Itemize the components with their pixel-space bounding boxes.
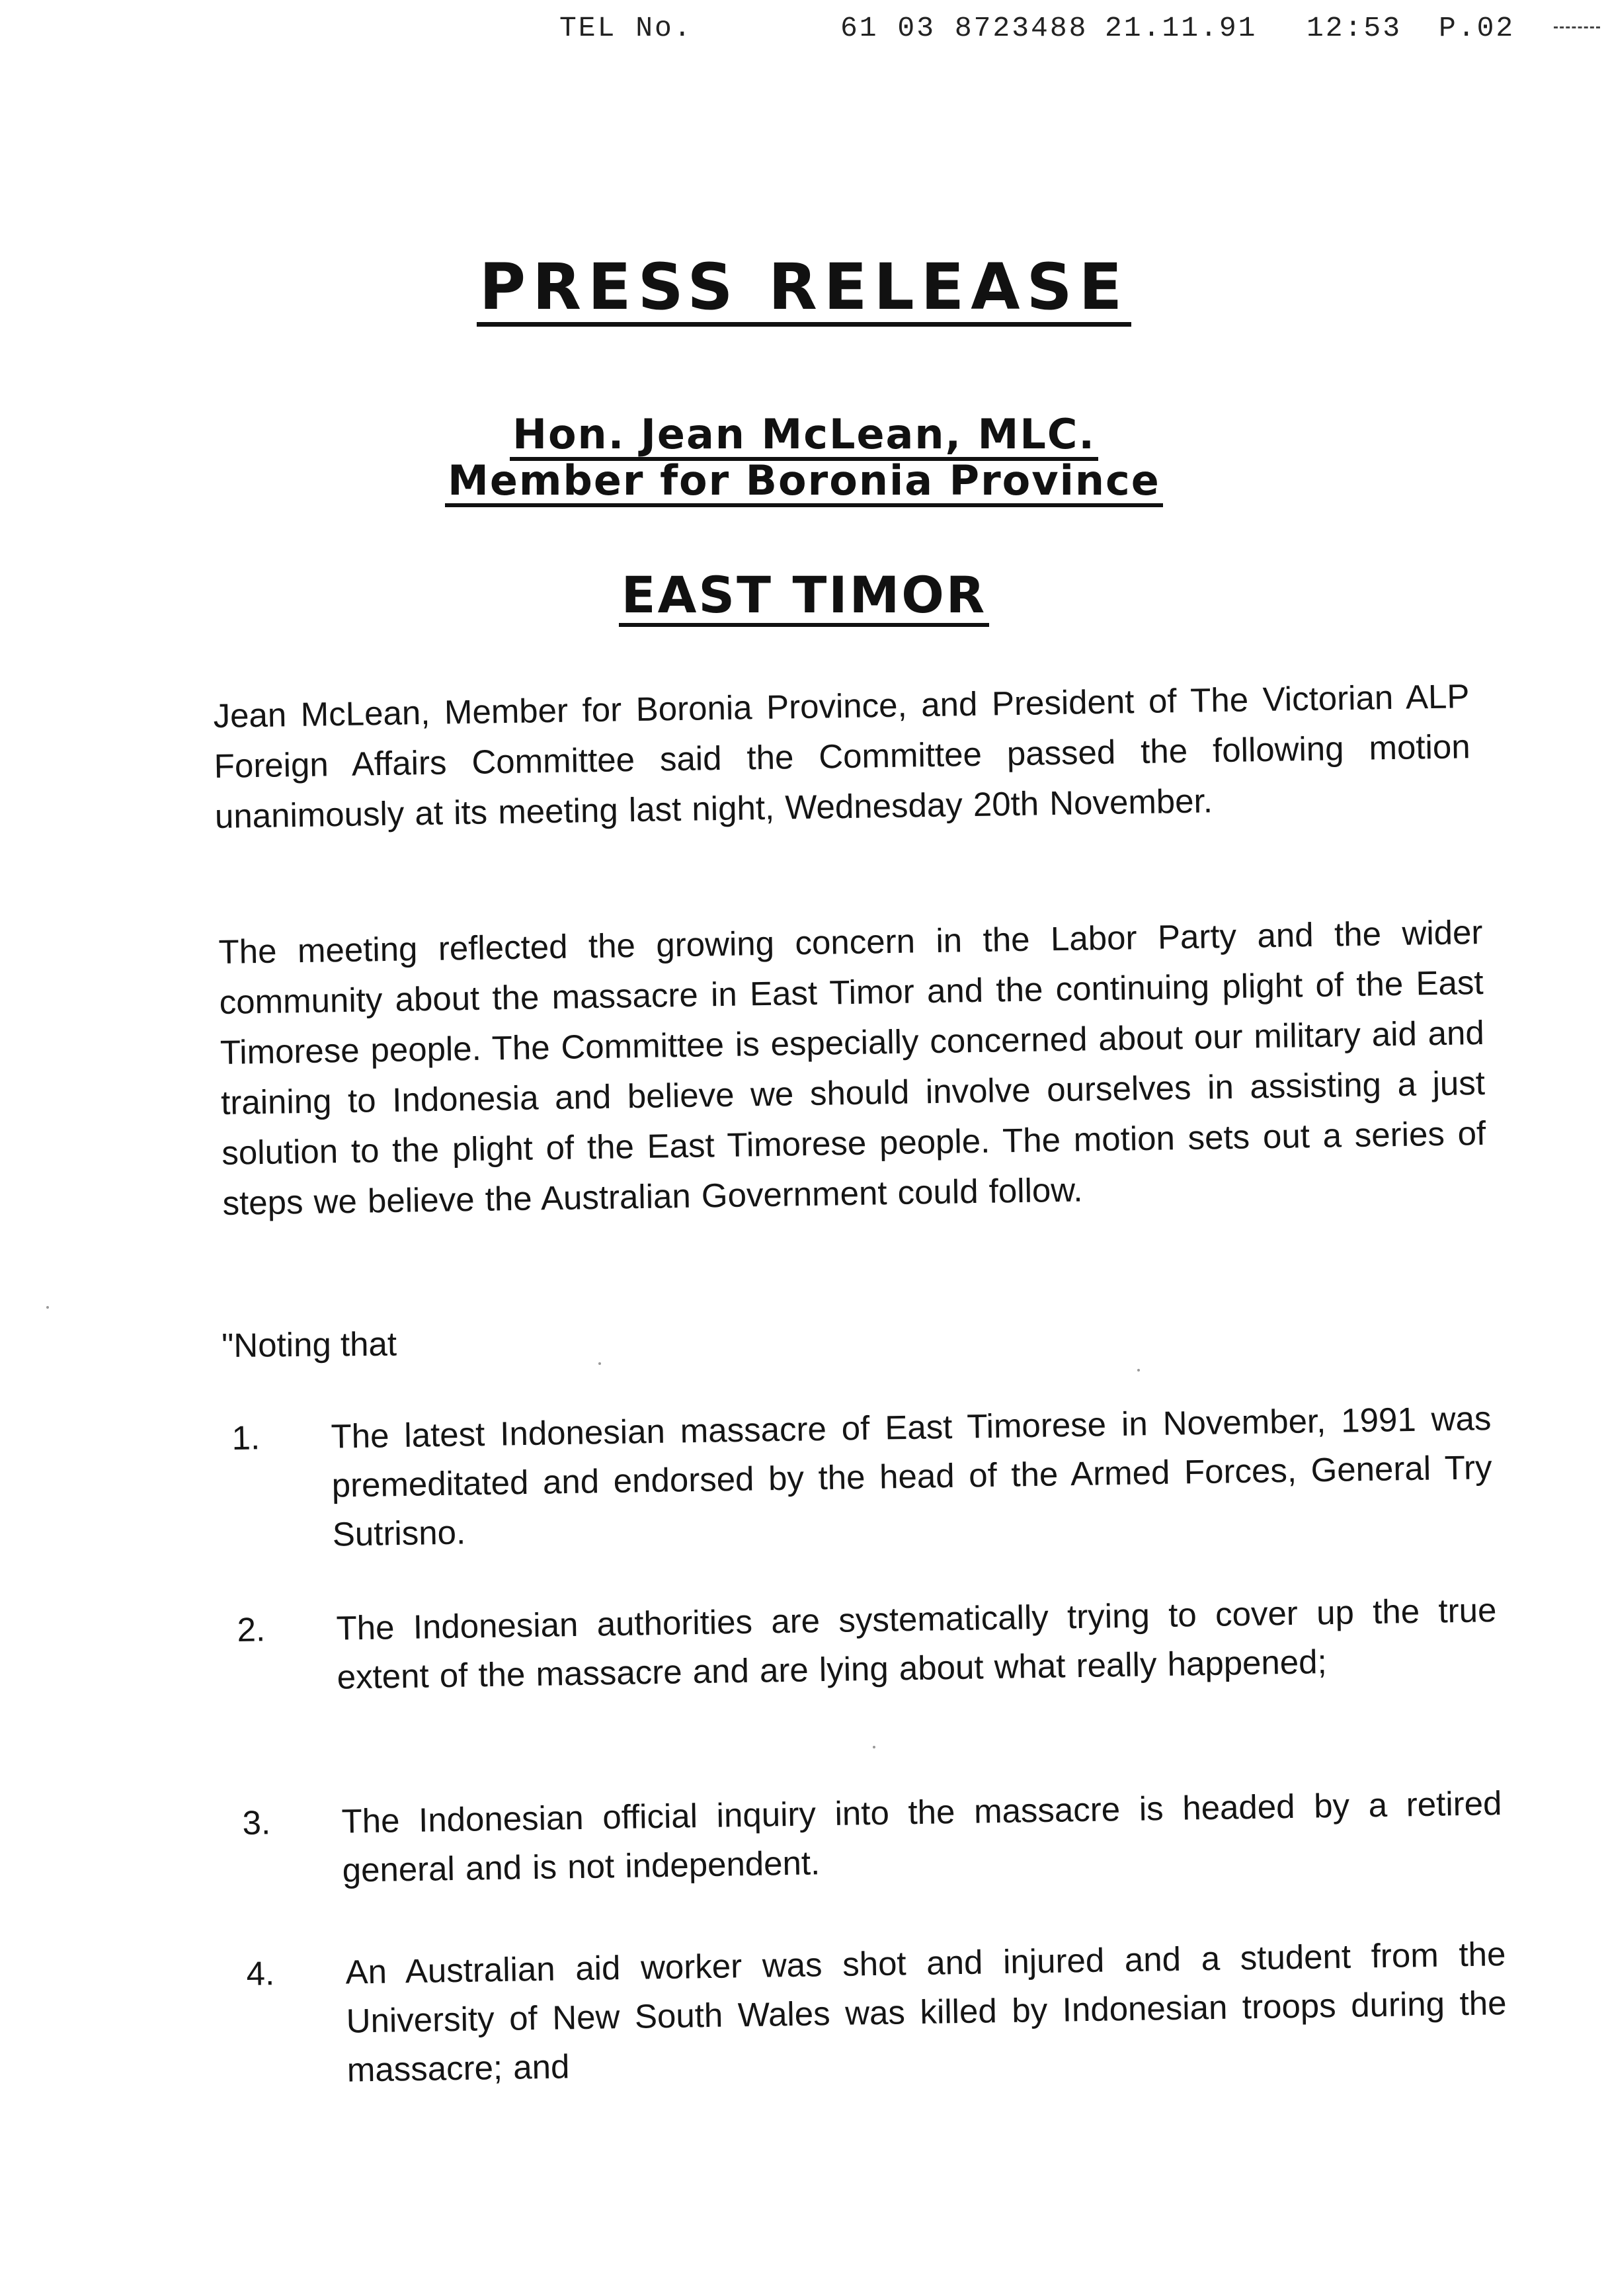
scan-speck xyxy=(1137,1369,1140,1372)
fax-page-number: P.02 xyxy=(1439,12,1515,44)
list-item xyxy=(237,1586,1502,1758)
list-item xyxy=(242,1779,1506,1905)
list-item-text: The Indonesian authorities are systematically trying to cover up the true extent of the massacre and are lying about what really happened; xyxy=(336,1591,1497,1696)
author-line xyxy=(0,410,1608,461)
list-item-number: 2. xyxy=(237,1610,266,1649)
paragraph-intro: Jean McLean, Member for Boronia Province, and President of The Victorian ALP Foreign Affairs Committee said the Committee passed the following motion unanimously at its meeting last night, Wednesday 20th November. xyxy=(213,677,1470,835)
list-item-number: 4. xyxy=(246,1954,275,1992)
fax-tel-label: TEL No. xyxy=(559,12,693,44)
list-item xyxy=(246,1930,1511,2102)
fax-header-dash xyxy=(1554,26,1600,28)
fax-phone-number: 61 03 8723488 xyxy=(840,12,1088,44)
scan-speck xyxy=(873,1746,875,1748)
section-title-text: EAST TIMOR xyxy=(619,569,990,627)
scan-speck xyxy=(46,1306,49,1309)
member-line-text: Member for Boronia Province xyxy=(445,459,1163,507)
fax-date: 21.11.91 xyxy=(1105,12,1258,44)
list-item-text: An Australian aid worker was shot and injured and a student from the University of New South Wales was killed by Indonesian troops during the massacre; and xyxy=(345,1935,1507,2089)
document-title-text: PRESS RELEASE xyxy=(477,254,1132,327)
noting-intro: "Noting that xyxy=(221,1325,397,1364)
member-line xyxy=(0,456,1608,507)
list-item-number: 1. xyxy=(231,1418,261,1457)
list-item-number: 3. xyxy=(242,1803,271,1842)
paragraph-concern: The meeting reflected the growing concern in the Labor Party and the wider community about the massacre in East Timor and the continuing plight of the East Timorese people. The Committee is especially concerned about our military aid and training to Indonesia and believe we should involve ourselves in assisting a just solution to the plight of the East Timorese people. The motion sets out a series of steps we believe the Australian Government could follow. xyxy=(218,913,1486,1222)
document-title xyxy=(0,250,1608,327)
list-item-text: The latest Indonesian massacre of East Timorese in November, 1991 was premeditated and endorsed by the head of the Armed Forces, General Try Sutrisno. xyxy=(331,1399,1492,1553)
author-line-text: Hon. Jean McLean, MLC. xyxy=(510,413,1098,461)
scan-speck xyxy=(598,1362,601,1365)
list-item xyxy=(231,1394,1496,1566)
fax-time: 12:53 xyxy=(1306,12,1402,44)
section-title xyxy=(0,565,1608,627)
fax-header xyxy=(559,12,1551,52)
list-item-text: The Indonesian official inquiry into the massacre is headed by a retired general and is not independent. xyxy=(341,1784,1502,1889)
